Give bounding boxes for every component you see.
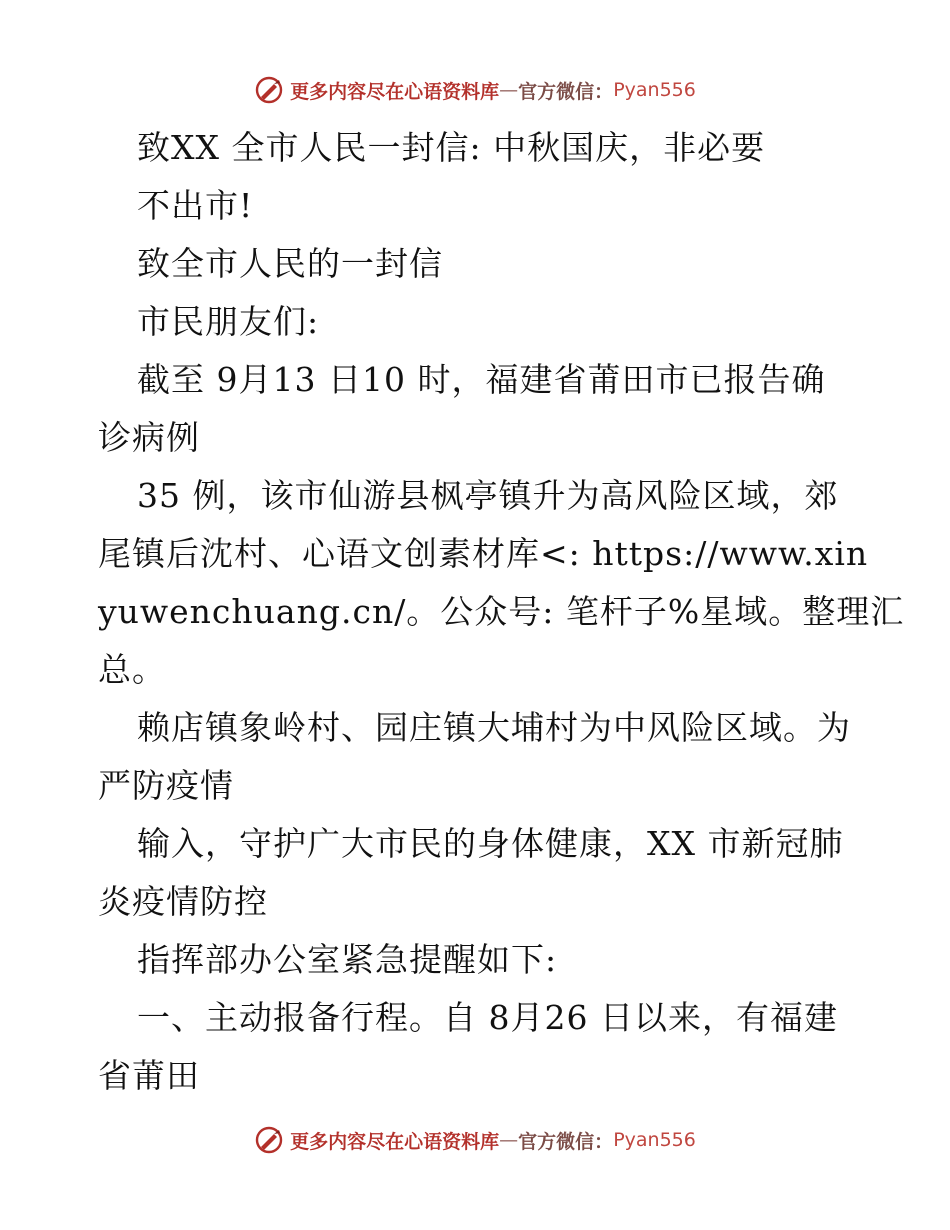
- text-line: 指挥部办公室紧急提醒如下:: [137, 940, 558, 979]
- text-line: 市民朋友们:: [137, 302, 320, 341]
- banner-wechat-label: 官方微信：: [518, 1130, 614, 1153]
- banner-separator: —: [499, 1129, 519, 1151]
- text-line: 截至 9月13 日10 时，福建省莆田市已报告确: [137, 360, 826, 399]
- text-line: 炎疫情防控: [98, 882, 268, 921]
- text-line: 尾镇后沈村、心语文创素材库<: https://www.xin: [98, 534, 869, 573]
- banner-wechat-id: Pyan556: [613, 79, 696, 101]
- text-line: 一、主动报备行程。自 8月26 日以来，有福建: [137, 998, 838, 1037]
- banner-wechat-label: 官方微信：: [518, 80, 614, 103]
- text-line: 赖店镇象岭村、园庄镇大埔村为中风险区域。为: [137, 708, 851, 747]
- banner-site-text: 更多内容尽在心语资料库: [290, 1130, 500, 1153]
- banner-separator: —: [499, 79, 519, 101]
- text-line: 输入，守护广大市民的身体健康，XX 市新冠肺: [137, 824, 844, 863]
- banner-wechat-id: Pyan556: [613, 1129, 696, 1151]
- text-line: 致全市人民的一封信: [137, 244, 443, 283]
- text-line: 总。: [98, 650, 166, 689]
- quill-logo-icon: [254, 1125, 284, 1155]
- text-line: 诊病例: [98, 418, 200, 457]
- footer-watermark-banner: [0, 1122, 950, 1158]
- text-line: 致XX 全市人民一封信: 中秋国庆，非必要: [137, 128, 766, 167]
- text-line: yuwenchuang.cn/。公众号: 笔杆子%星域。整理汇: [98, 592, 905, 631]
- text-line: 严防疫情: [98, 766, 234, 805]
- text-line: 不出市!: [137, 186, 254, 225]
- banner-site-text: 更多内容尽在心语资料库: [290, 80, 500, 103]
- quill-logo-icon: [254, 75, 284, 105]
- text-line: 省莆田: [98, 1056, 200, 1095]
- text-line: 35 例，该市仙游县枫亭镇升为高风险区域，郊: [137, 476, 839, 515]
- header-watermark-banner: [0, 72, 950, 108]
